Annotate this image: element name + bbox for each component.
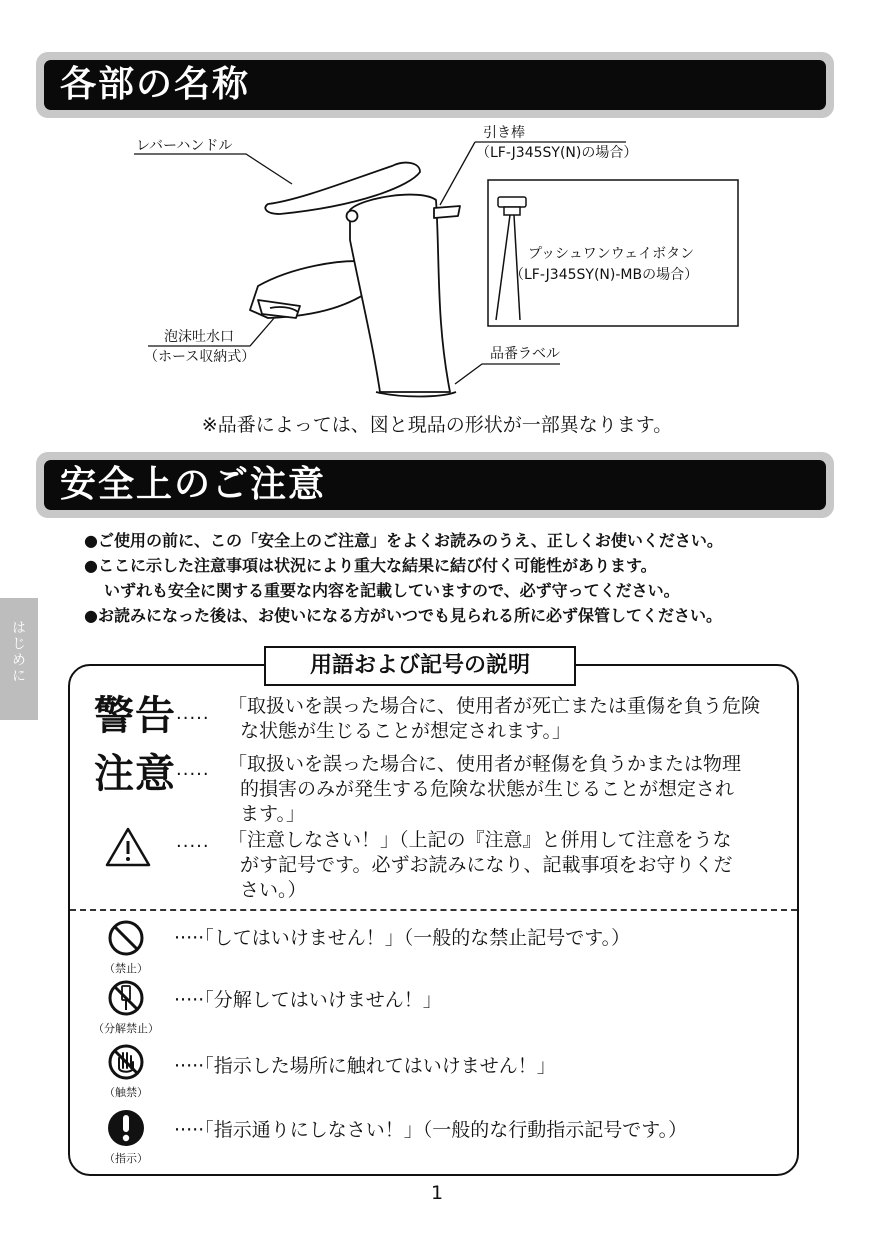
prohibition-icon [106,918,146,958]
side-tab-label: はじめに [10,620,26,684]
section-header-safety [36,452,834,518]
safety-bullets [84,528,844,628]
no-disassembly-icon [106,978,146,1018]
triangle-description: 「注意しなさい！」（上記の『注意』と併用して注意をうな がす記号です。必ずお読みになり、記載事項をお守りくだ さい。） [228,829,733,901]
pull-rod-shape [434,206,460,218]
no-disassembly-description: ·····「分解してはいけません！」 [174,989,442,1011]
label-leader-line [455,364,560,384]
leader-dots: ····· [176,836,210,857]
section-title-parts: 各部の名称 [44,60,826,110]
bullet-item: ●ご使用の前に、この「安全上のご注意」をよくお読みのうえ、正しくお使いください。 [84,531,723,550]
label-lever: レバーハンドル [136,138,233,154]
caution-triangle-icon [104,826,152,868]
label-pull-rod: 引き棒 [483,125,525,141]
pull-rod-leader-line [440,142,475,205]
warning-keyword: 警告 [94,693,176,739]
shape-note: ※品番によっては、図と現品の形状が一部異なります。 [201,414,673,436]
label-aerator-sub: （ホース収納式） [144,349,256,365]
leader-dots: ····· [176,708,210,729]
label-aerator: 泡沫吐水口 [164,329,234,345]
page-number: 1 [430,1182,444,1204]
legend-divider [70,909,797,911]
no-touch-caption: （触禁） [104,1086,148,1099]
legend-title: 用語および記号の説明 [264,646,576,686]
faucet-diagram [0,0,874,405]
label-product-number: 品番ラベル [490,346,560,362]
label-push-button-model: （LF-J345SY(N)-MBの場合） [510,267,699,283]
prohibition-description: ·····「してはいけません！」（一般的な禁止記号です。） [174,927,631,949]
bullet-item: ●お読みになった後は、お使いになる方がいつでも見られる所に必ず保管してください。 [84,606,722,625]
bullet-item: ●ここに示した注意事項は状況により重大な結果に結び付く可能性があります。 [84,556,657,575]
no-touch-description: ·····「指示した場所に触れてはいけません！」 [174,1055,556,1077]
label-push-button: プッシュワンウェイボタン [528,246,695,262]
leader-dots: ····· [176,764,210,785]
bullet-item: いずれも安全に関する重要な内容を記載していますので、必ず守ってください。 [104,581,680,600]
section-title-safety: 安全上のご注意 [44,460,826,510]
caution-keyword: 注意 [94,751,176,797]
lever-leader-line [134,154,292,184]
mandatory-action-description: ·····「指示通りにしなさい！」（一般的な行動指示記号です。） [174,1119,688,1141]
prohibition-caption: （禁止） [104,962,148,975]
faucet-body [350,195,450,392]
caution-description: 「取扱いを誤った場合に、使用者が軽傷を負うかまたは物理 的損害のみが発生する危険な状態が生じることが想定され ます。」 [228,753,742,825]
warning-description: 「取扱いを誤った場合に、使用者が死亡または重傷を負う危険 な状態が生じることが想定されます。」 [228,695,761,742]
mandatory-action-icon [106,1108,146,1148]
mandatory-action-caption: （指示） [104,1152,148,1165]
label-pull-rod-model: （LF-J345SY(N)の場合） [476,145,638,161]
no-disassembly-caption: （分解禁止） [93,1022,159,1035]
side-tab [0,598,38,720]
no-touch-icon [106,1042,146,1082]
